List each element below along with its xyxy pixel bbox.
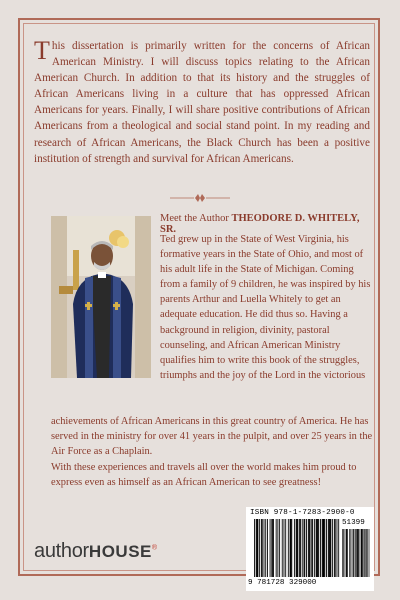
barcode-bar	[291, 519, 292, 577]
barcode-bar	[316, 519, 317, 577]
barcode-bar	[282, 519, 283, 577]
barcode-bar	[317, 519, 318, 577]
barcode-bar	[290, 519, 291, 577]
barcode-bar	[366, 529, 367, 577]
barcode-bar	[323, 519, 324, 577]
barcode-bar	[367, 529, 368, 577]
barcode-bar	[328, 519, 329, 577]
barcode-bar	[276, 519, 277, 577]
closing-paragraph: With these experiences and travels all over the world makes him proud to express even as himself as an African American to see greatness!	[51, 462, 357, 489]
barcode-bar	[346, 529, 347, 577]
ornament-divider	[170, 193, 230, 203]
barcode-bar	[345, 529, 346, 577]
barcode-bar	[277, 519, 278, 577]
barcode-bar	[337, 519, 338, 577]
barcode-bar	[330, 519, 331, 577]
barcode-bar	[304, 519, 305, 577]
barcode-bar	[365, 529, 366, 577]
author-bio: Ted grew up in the State of West Virginia, his formative years in the State of Ohio, and most of his adult life in the State of Michigan. Coming from a family of 9 children, he was inspired by his parents Arthur and Luella Whitely to get an adequate education. He did thus so. Having a background in religion, divinity, pastoral counseling, and African American Ministry qualifies him to write this book of the struggles, triumphs and the joy of the Lord in the victorious	[160, 234, 371, 381]
barcode-bar	[323, 519, 324, 577]
barcode-bar	[354, 529, 355, 577]
logo-house: HOUSE	[88, 542, 152, 561]
barcode-bar	[285, 519, 286, 577]
price-code: 51399	[342, 519, 365, 527]
barcode-bar	[356, 529, 357, 577]
barcode-bar	[343, 529, 344, 577]
intro-text: his dissertation is primarily written for the concerns of African American Ministry. I will discuss topics relating to the African American Church. In addition to that its history and the struggles of African Americans living in a culture that has oppressed African Americans for years. Finally, I will share positive contributions of African Americans from a theological and social stand point. In my reading and research of African Americans, the Black Church has been a positive institution of strength and survival for African Americans.	[34, 40, 370, 165]
barcode-bar	[332, 519, 333, 577]
price-barcode	[342, 529, 370, 577]
barcode-bar	[270, 519, 271, 577]
barcode-bar	[347, 529, 348, 577]
barcode-bar	[288, 519, 289, 577]
barcode-bar	[290, 519, 291, 577]
barcode-bar	[314, 519, 315, 577]
barcode-bar	[349, 529, 350, 577]
barcode-bar	[265, 519, 266, 577]
barcode-bar	[353, 529, 354, 577]
barcode-bar	[352, 529, 353, 577]
barcode-bar	[347, 529, 348, 577]
barcode-bar	[362, 529, 363, 577]
barcode-bar	[358, 529, 359, 577]
barcode-bar	[322, 519, 323, 577]
barcode-bar	[358, 529, 359, 577]
barcode-bar	[264, 519, 265, 577]
barcode-bar	[324, 519, 325, 577]
barcode-bar	[334, 519, 335, 577]
ean-barcode	[254, 519, 340, 577]
author-bio-continued: achievements of African Americans in this great country of America. He has served in the ministry for over 41 years in the pulpit, and over 25 years in the Air Force as a Chaplain.	[51, 416, 373, 458]
barcode-bar	[259, 519, 260, 577]
barcode-bar	[310, 519, 311, 577]
barcode-bar	[271, 519, 272, 577]
barcode-bar	[355, 529, 356, 577]
barcode-bar	[308, 519, 309, 577]
barcode-bar	[299, 519, 300, 577]
barcode-bar	[267, 519, 268, 577]
barcode-bar	[262, 519, 263, 577]
barcode-block	[246, 507, 374, 591]
author-photo	[51, 216, 151, 378]
barcode-bar	[318, 519, 319, 577]
barcode-bar	[261, 519, 262, 577]
barcode-bar	[338, 519, 339, 577]
barcode-bar	[256, 519, 257, 577]
publisher-logo	[34, 540, 157, 563]
barcode-bar	[284, 519, 285, 577]
barcode-bar	[330, 519, 331, 577]
barcode-bar	[342, 529, 343, 577]
barcode-bar	[369, 529, 370, 577]
meet-label: Meet the Author	[160, 213, 232, 224]
barcode-bar	[317, 519, 318, 577]
barcode-bar	[357, 529, 358, 577]
barcode-bar	[329, 519, 330, 577]
barcode-bar	[304, 519, 305, 577]
barcode-bar	[302, 519, 303, 577]
drop-cap: T	[34, 36, 50, 65]
barcode-bar	[279, 519, 280, 577]
barcode-bar	[312, 519, 313, 577]
barcode-bar	[326, 519, 327, 577]
isbn-label: ISBN 978-1-7283-2900-0	[250, 509, 355, 517]
barcode-bar	[257, 519, 258, 577]
barcode-bar	[254, 519, 255, 577]
barcode-bar	[300, 519, 301, 577]
registered-mark: ®	[151, 544, 157, 552]
barcode-bar	[309, 519, 310, 577]
barcode-bar	[363, 529, 364, 577]
barcode-bar	[297, 519, 298, 577]
logo-author: author	[34, 540, 89, 562]
barcode-bar	[364, 529, 365, 577]
barcode-bar	[306, 519, 307, 577]
barcode-bar	[362, 529, 363, 577]
barcode-bar	[350, 529, 351, 577]
barcode-bar	[320, 519, 321, 577]
ean-digits: 9 781728 329000	[248, 579, 317, 587]
barcode-bar	[272, 519, 273, 577]
barcode-bar	[273, 519, 274, 577]
barcode-bar	[294, 519, 295, 577]
barcode-bar	[296, 519, 297, 577]
barcode-bar	[361, 529, 362, 577]
barcode-bar	[360, 529, 361, 577]
barcode-bar	[335, 519, 336, 577]
intro-paragraph	[34, 38, 370, 167]
barcode-bar	[311, 519, 312, 577]
barcode-bar	[297, 519, 298, 577]
author-name: THEODORE D. WHITELY, SR.	[160, 213, 360, 235]
barcode-bar	[257, 519, 258, 577]
